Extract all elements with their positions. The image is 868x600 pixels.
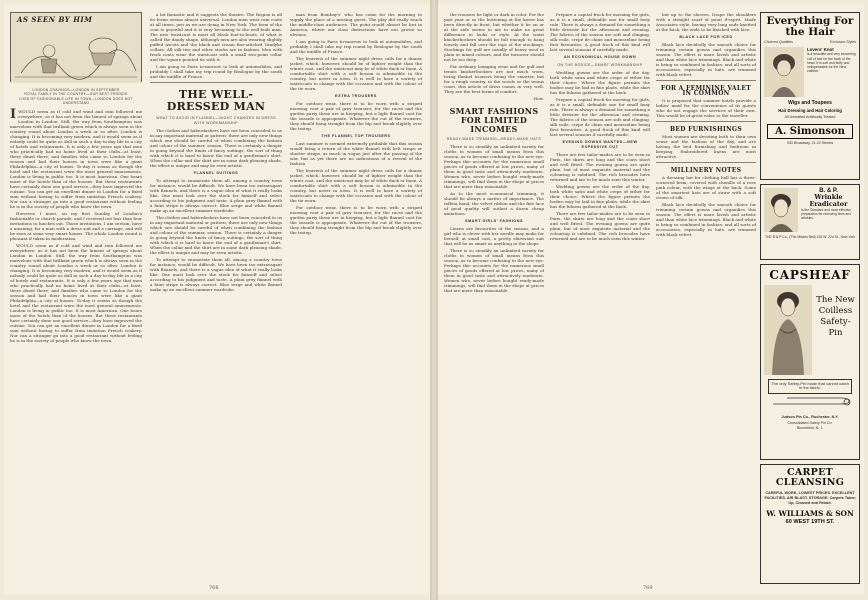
ad-line: Wigs and Toupees: [788, 100, 832, 107]
company-address: 60 WEST 19TH ST.: [785, 519, 835, 526]
ad-body-row: [764, 47, 856, 97]
article-paragraph: To attempt to enumerate them all, among a country town for instance, would be difficult. We have been too extravagant with flannels, and there is a vague idea of what it really looks like. One must look over the stock for himself and select according to his judgment and taste. A plain grey flannel with a faint stripe is always correct. Blue serge and white flannel make up an excellent summer wardrobe.: [150, 257, 282, 292]
ad-brand: B. & P.: [819, 188, 838, 194]
company-address: 933 Broadway, 21-22 Streets: [786, 140, 834, 145]
article-paragraph: For outdoor wear, there is to be worn with a striped morning coat a pair of grey trousers; for the races and the garden party these are in keeping, but a light flannel coat for the seaside is appropriate. Whatever the cut of the trousers, they should hang straight from the hip and break slightly over the instep.: [290, 101, 422, 131]
page-gutter: [430, 0, 438, 600]
section-subheading: EVENING GOWNS WANTED—NEW EXPENSIVE CUT: [562, 140, 638, 149]
divider: [656, 162, 756, 163]
section-subheading: ON THE BODICE—SMART WORKMANSHIP: [557, 63, 643, 67]
ad-notice-box: [768, 379, 852, 394]
ad-body: [807, 47, 856, 97]
right-column-2: [550, 12, 650, 584]
left-column-2: [150, 12, 282, 584]
article-paragraph: For ordinary lounging wear and for golf and tennis knickerbockers are not much worn, being flannel trousers being the smarter, but for a rough country, in the woods or the tennis court, this article of dress comes in very well. They are the best forms of comfort.: [444, 64, 544, 94]
ad-description: CAREFUL WORK, LOWEST PRICES. EXCELLENT FACILITIES. AIR BLAST. STORAGE. Carpets Taken Up, Cleaned and Relaid.: [764, 491, 856, 505]
right-column-3: [656, 12, 756, 584]
ad-body-row: [764, 285, 856, 375]
section-subheading: BLACK LACE FOR ICED: [679, 35, 733, 39]
ad-line: All Unmatted Artistically Treated: [784, 115, 836, 120]
article-paragraph: Prepare a capital frock for morning for girls, as it is a small, definable one for small busy rule. There is always a demand for something a little dressier for the afternoon and evening. The fabrics of the season are soft and clinging, silk voile, crepe de chine and mousseline being first favourites. A good frock of this kind will last several seasons if carefully made.: [550, 12, 650, 52]
article-paragraph: There are few tailor-mades are to be seen in Paris, the skirts are long and the coats short and well fitted. The evening gowns are quite plain, but of most exquisite material and the colouring is subdued. The rich brocades have returned and are to be much seen this winter.: [550, 211, 650, 241]
article-paragraph: Wedding gowns are the order of the day, both white satin and white crepe of either for their choice. Where the figure permits the bodice may be laid in fine plaits, while the skirt has the fulness gathered at the back.: [550, 70, 650, 95]
ad-body: [801, 188, 856, 232]
left-page: [4, 4, 430, 594]
company-address: Bloomfield, N. J.: [796, 425, 824, 430]
ad-tagline: Exclusive Styles: [830, 40, 856, 44]
section-subheading: SMART GIRLS' FASHIONS: [464, 219, 524, 223]
left-column-3: [290, 12, 422, 584]
woman-face-illustration: [764, 188, 798, 232]
article-paragraph: Last summer is seemed extremely probable that this season would bring a return of the white flannel with belt straps or shorter straps, as much in vogue just after the passing of the war, but as yet there are no indications of a revival of the fashion.: [290, 141, 422, 166]
article-paragraph: man from Bombay's' who has come for the morning to supply the place of a missing guest. The play did really touch the middle-class audiences. The point would almost be lost in America, where our class distinctions have not grown so obvious.: [290, 12, 422, 37]
carpet-advertisement: [760, 464, 860, 584]
divider: [150, 82, 282, 83]
section-subheading: WHAT TO AVOID IN FLANNEL—NIGHT CHANGES IN DRESS WITH WORKMANSHIP: [156, 116, 276, 125]
page-number: 769: [643, 585, 653, 591]
company-name: Judson Pin Co., Rochester, N.Y.: [781, 414, 839, 419]
safety-pin-illustration: [767, 397, 853, 411]
section-subheading: THE FLANNEL TOP TROUSERS: [321, 134, 391, 138]
sub-heading: ROYAL FAMILY IN THE COUNTRY—OUR BEST FRIENDS: [24, 92, 128, 97]
article-paragraph: I am going to Paris to-morrow to look at automobiles, and probably I shall take my trip round by Boulogne by the south and the middle of France.: [150, 64, 282, 79]
article-paragraph: The heaviest of the summer night dress calls for a dinner jacket, which, however, should be of lighter weight than the winter coat, and the waistcoat may be of white duck or linen. A comfortable shirt with a soft bosom is admissible in the country, but never in town. It is well to have a variety of waistcoats to change with the occasion and with the colour of the tie worn.: [290, 168, 422, 203]
article-paragraph: There is so steadily an unlimited variety for cloths to women of small means from this season, as to become confusing to the new eye. Perhaps this accounts for the numerous small pieces of goods offered at low prices, many of them in good taste and attractively moderate. Women who, never before bought ready-made trimmings, will find them in the shops at prices that are more than reasonable.: [444, 248, 544, 293]
article-paragraph: As to the most economical trimming, it should be always a matter of importance. The taffeta band, the velvet ribbon and the fine lace of good quality will outlast a dozen cheap imitations.: [444, 191, 544, 216]
ad-product: Lovers' Knot: [807, 47, 834, 53]
ad-body-row: [764, 188, 856, 232]
ad-title: Wrinkle Eradicator: [809, 193, 848, 208]
article-paragraph: Prepare a capital frock for morning for girls, as it is a small, definable one for small busy rule. There is always a demand for something a little dressier for the afternoon and evening. The fabrics of the season are soft and clinging, silk voile, crepe de chine and mousseline being first favourites. A good frock of this kind will last several seasons if carefully made.: [550, 97, 650, 137]
ad-description: Is the Standard and most effective preparation for removing lines and wrinkles.: [801, 208, 852, 220]
article-paragraph: I am going to Paris to-morrow to look at automobiles, and probably I shall take my trip round by Boulogne by the south and the middle of France.: [290, 39, 422, 54]
right-page: [438, 4, 864, 594]
article-paragraph: the trousers be light or dark in color. For the past year or so the buttoning at the knees has been directly in front, but whether it be on or at the side seems to me to make no great difference in looks or style. At the waist knickerbockers should be full enough to hang loosely and fall over the tops of the stockings. Stockings for golf are usually of heavy wool in plain or mixed colours, and the turnover should not be too deep.: [444, 12, 544, 62]
left-column-1: [10, 12, 142, 584]
ad-title: CAPSHEAF: [769, 268, 851, 282]
ad-tagline-row: [764, 40, 856, 44]
article-paragraph: Black lace decidedly the smooth choice for trimming certain gowns and organdies this season. The effect is more lavish and artistic and than white lace trimmings. Black and white is being so combined in fashion, and all sorts of accessories, especially in hats, are trimmed with black velvet.: [656, 42, 756, 77]
section-subheading: FLANNEL SUITINGS: [193, 171, 239, 175]
masthead-title: AS SEEN BY HIM: [17, 15, 93, 24]
article-paragraph: a bit fantastic and it suggests the theatre. The Region is all its forms seems almost universal. London men wear rain coats at all times, just as we are doing in New York. The form of the coat is graceful and it is very becoming to the well-built man. The new waistcoat is most all black foot-in-boots, of what is called the dandy shape, although men are also wearing slightly puffed Ascots and the black and cream fine-stitched Vandyke collars. All silk ties and other stocks are in fashion. Men with frock coats wear the waistcoat with a small two-point collar and the square-pointed tie with it.: [150, 12, 282, 62]
article-paragraph: The heaviest of the summer night dress calls for a dinner jacket, which, however, should be of lighter weight than the winter coat, and the waistcoat may be of white duck or linen. A comfortable shirt with a soft bosom is admissible in the country, but never in town. It is well to have a variety of waistcoats to change with the occasion and with the colour of the tie worn.: [290, 56, 422, 91]
section-heading: BED FURNISHINGS: [670, 126, 742, 133]
page-number: 768: [209, 585, 219, 591]
article-paragraph: Wedding gowns are the order of the day, both white satin and white crepe of either for their choice. Where the figure permits the bodice may be laid in fine plaits, while the skirt has the fulness gathered at the back.: [550, 184, 650, 209]
ad-notice: The only Safety-Pin made that cannot catch in the fabric.: [771, 381, 849, 391]
company-name: A. Simonson: [775, 125, 845, 137]
ad-description: is a beautiful and very becoming coil of hair for the back of the head. It is soft and fluffy and indispensable for the New coiffure.: [807, 52, 856, 74]
section-heading: SMART FASHIONS FOR LIMITED INCOMES: [449, 106, 539, 134]
company-name: Consolidated Safety Pin Co.: [787, 421, 833, 426]
ad-line: Hair Dressing and Hair Coloring: [778, 108, 842, 114]
article-paragraph: but up to the sleeves. Drape the shoulders with a straight scarf of point d'esprit. Made Associates style, having very long ends knotted at the back, the ends to be finished with lace.: [656, 12, 756, 32]
article-paragraph: There is so steadily an unlimited variety for cloths to women of small means from this season, as to become confusing to the new eye. Perhaps this accounts for the numerous small pieces of goods offered at low prices, many of them in good taste and attractively moderate. Women who, never before bought ready-made trimmings, will find them in the shops at prices that are more than reasonable.: [444, 144, 544, 189]
wrinkle-advertisement: [760, 184, 860, 260]
woman-figure-illustration: [764, 285, 812, 375]
ad-body: [815, 285, 856, 375]
hair-advertisement: [760, 12, 860, 180]
article-paragraph: For outdoor wear, there is to be worn with a striped morning coat a pair of grey trousers; for the races and the garden party these are in keeping, but a light flannel coat for the seaside is appropriate. Whatever the cut of the trousers, they should hang straight from the hip and break slightly over the instep.: [290, 205, 422, 235]
company-banner: [767, 124, 853, 139]
section-subheading: AN ECONOMICAL HOUSE GOWN: [563, 55, 637, 59]
column-masthead: [10, 12, 142, 82]
drop-cap: I: [10, 106, 17, 122]
section-heading: FOR A FEMININE VALET IN COMMON: [660, 85, 752, 97]
company-address: THE B & P Co., (The Misses Bell) 135 W. 22d St., New York: [764, 235, 855, 239]
section-subheading: EXTRA TROUSERS: [335, 94, 377, 98]
article-paragraph: However, I must, on my first Sunday, of London's fashionable or church parade, and I received not less than four invitations to lunches out. Those invitations, I am certain, have a meaning, for a man with a dress suit and a carriage, and will be seen at some very smart homes. The whole London round is pleasant if taken in moderation.: [10, 210, 142, 241]
paragraph-text: WOULD seem as if cold and wind and rain followed me everywhere, as it has not been the lament of springs about London in London. Still, the way from Southampton was marvelous with that brilliant green which is always seen in the country round about London a week or so after. London is changing. It is becoming very modern, and it would seem as if nobody could be quite as dull in such a day-to-day life in a city of hotels and restaurants. It is only a few years ago that men who practically had no home lived at their clubs—at least, there dined there; and families who came to London for the season and had their houses in town were like a giant Philadelphia—a city of homes. To-day it seems as though the hotel and the restaurant were the most general amusements. London is living in public too. It is most American. One hears more of the hotels than of the houses. But these restaurants have certainly done one good service—they have improved the cuisine. You can get an excellent dinner in London for a fixed sum without having to suffer from imitation French cookery. Nor can a stranger go into a good restaurant without feeling he is in the society of people who know the town.: [10, 108, 142, 209]
article-paragraph: It is proposed that summer hotels provide a ladies' maid for the convenience of its guests who do not engage the services of their own. This would be of great value to the traveller.: [656, 98, 756, 118]
article-paragraph: [10, 106, 142, 209]
divider: [656, 80, 756, 81]
article-paragraph: Black lace decidedly the smooth choice for trimming certain gowns and organdies this season. The effect is more lavish and artistic and than white lace trimmings. Black and white is being so combined in fashion, and all sorts of accessories, especially in hats, are trimmed with black velvet.: [656, 202, 756, 237]
section-heading: MILLINERY NOTES: [670, 167, 742, 174]
article-paragraph: WOULD seem as if cold and wind and rain followed me everywhere, as it has not been the lament of springs about London in London. Still, the way from Southampton was marvelous with that brilliant green which is always seen in the country round about London a week or so after. London is changing. It is becoming very modern, and it would seem as if nobody could be quite as dull in such a day-to-day life in a city of hotels and restaurants. It is only a few years ago that men who practically had no home lived at their clubs—at least, there dined there; and families who came to London for the season and had their houses in town were like a giant Philadelphia—a city of homes. To-day it seems as though the hotel and the restaurant were the most general amusements. London is living in public too. It is most American. One hears more of the hotels than of the houses. But these restaurants have certainly done one good service—they have improved the cuisine. You can get an excellent dinner in London for a fixed sum without having to suffer from imitation French cookery. Nor can a stranger go into a good restaurant without feeling he is in the society of people who know the town.: [10, 242, 142, 343]
sub-heading: LONDON CRAVINGS—LONDON IN SEPTEMBER: [32, 88, 120, 92]
advertisement-column: [760, 12, 860, 588]
section-subheading: READY-MADE TRIMMING—READY-MADE HATS: [446, 137, 542, 141]
ad-title: Everything For the Hair: [766, 15, 854, 38]
article-paragraph: Most women are devoting both to their own sense and the fashion of the day, and are having the bed furnishing and bedroom in keeping. Embroidered linens are most attractive.: [656, 134, 756, 159]
capsheaf-advertisement: [760, 264, 860, 460]
divider: [656, 121, 756, 122]
article-paragraph: Linens are favourites of the season, and a girl who is clever with her needle may make for herself, at small cost, a pretty shirtwaist suit that will be as smart as anything in the shops.: [444, 226, 544, 246]
ad-tagline: The New Coilless Safety-Pin: [816, 295, 855, 338]
article-paragraph: The clothes and haberdashers have not been conceded to us in any important material or pattern; there are only new things which one should be careful of when combining the fashion and colour of the summer, season. There is certainly a danger in going beyond the limits of fancy suitings, the sort of thing with which it is hard to know the end of a gentleman's shirt. When the collar and the shirt are in some dark pleasing shade, the effect is unique and may be even artistic.: [150, 128, 282, 168]
ad-title: CARPET CLEANSING: [775, 467, 845, 488]
article-paragraph: A dressing hat for clothing ball has a three-cornered brim, covered with chenille of a rose pink colour, with the wings at the back. Some of the smartest hats are of straw with a soft crown of silk.: [656, 175, 756, 200]
ad-tagline: Choicest Qualities: [764, 40, 793, 44]
company-name: W. WILLIAMS & SON: [766, 509, 854, 519]
article-paragraph: There are few tailor-mades are to be seen in Paris, the skirts are long and the coats short and well fitted. The evening gowns are quite plain, but of most exquisite material and the colouring is subdued. The rich brocades have returned and are to be much seen this winter.: [550, 152, 650, 182]
sub-heading: LOSS OF FASHIONABLE LIFE IN TOWN—LONDON DOES NOT UNDERSTAND: [19, 96, 133, 106]
woman-portrait-illustration: [764, 47, 804, 97]
article-paragraph: The clothes and haberdashers have not been conceded to us in any important material or pattern; there are only new things which one should be careful of when combining the fashion and colour of the summer, season. There is certainly a danger in going beyond the limits of fancy suitings, the sort of thing with which it is hard to know the end of a gentleman's shirt. When the collar and the shirt are in some dark pleasing shade, the effect is unique and may be even artistic.: [150, 215, 282, 255]
signoff: How.: [533, 96, 544, 101]
sub-headings: [10, 88, 142, 106]
article-paragraph: To attempt to enumerate them all, among a country town for instance, would be difficult. We have been too extravagant with flannels, and there is a vague idea of what it really looks like. One must look over the stock for himself and select according to his judgment and taste. A plain grey flannel with a faint stripe is always correct. Blue serge and white flannel make up an excellent summer wardrobe.: [150, 178, 282, 213]
section-heading: THE WELL-DRESSED MAN: [166, 88, 266, 113]
right-column-1: [444, 12, 544, 584]
